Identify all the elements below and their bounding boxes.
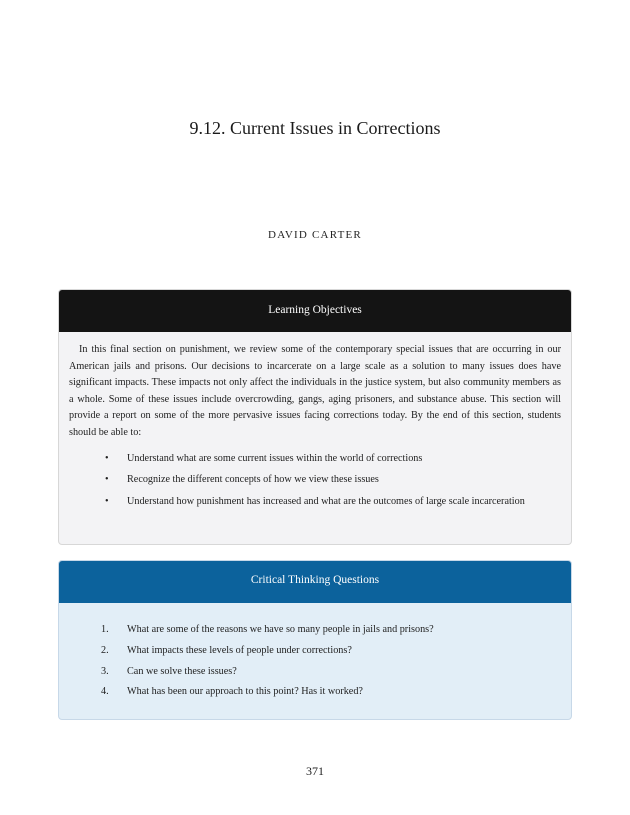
list-number: 4. <box>101 686 109 698</box>
bullet-icon: • <box>105 474 109 486</box>
critical-thinking-box <box>58 560 572 720</box>
list-item-text: Recognize the different concepts of how we view these issues <box>127 474 379 486</box>
page-title: 9.12. Current Issues in Corrections <box>189 118 441 138</box>
list-number: 3. <box>101 665 109 677</box>
learning-objectives-box <box>58 289 572 545</box>
list-item-text: What has been our approach to this point? Has it worked? <box>127 686 363 698</box>
list-item-text: What are some of the reasons we have so many people in jails and prisons? <box>127 624 434 635</box>
critical-thinking-heading: Critical Thinking Questions <box>59 561 571 603</box>
bullet-icon: • <box>105 495 109 507</box>
list-item-text: What impacts these levels of people under corrections? <box>127 644 352 656</box>
list-item <box>69 448 561 470</box>
bullet-icon: • <box>105 452 109 464</box>
list-item <box>59 682 571 703</box>
list-number: 1. <box>101 624 109 635</box>
list-item <box>59 662 571 683</box>
author-name: DAVID CARTER <box>268 229 362 241</box>
list-item <box>69 469 561 491</box>
list-item-text: Can we solve these issues? <box>127 665 237 677</box>
list-item <box>69 491 561 513</box>
list-item-text: Understand what are some current issues within the world of corrections <box>127 452 423 464</box>
learning-objectives-intro: In this final section on punishment, we review some of the contemporary special issues that are occurring in our American jails and prisons. Our decisions to incarcerate on a large scale as a solution to many issues does have significant impacts. These impacts not only affect the individuals in the justice system, but also community members as a whole. Some of these issues include overcrowding, gangs, aging prisoners, and substance abuse. This section will provide a report on some of the more pervasive issues facing corrections today. By the end of this section, students should be able to: <box>69 344 561 438</box>
list-item <box>59 620 571 641</box>
learning-objectives-heading: Learning Objectives <box>59 290 571 332</box>
list-number: 2. <box>101 644 109 656</box>
list-item-text: Understand how punishment has increased and what are the outcomes of large scale incarceration <box>127 495 525 507</box>
page-number: 371 <box>306 764 324 778</box>
list-item <box>59 641 571 662</box>
